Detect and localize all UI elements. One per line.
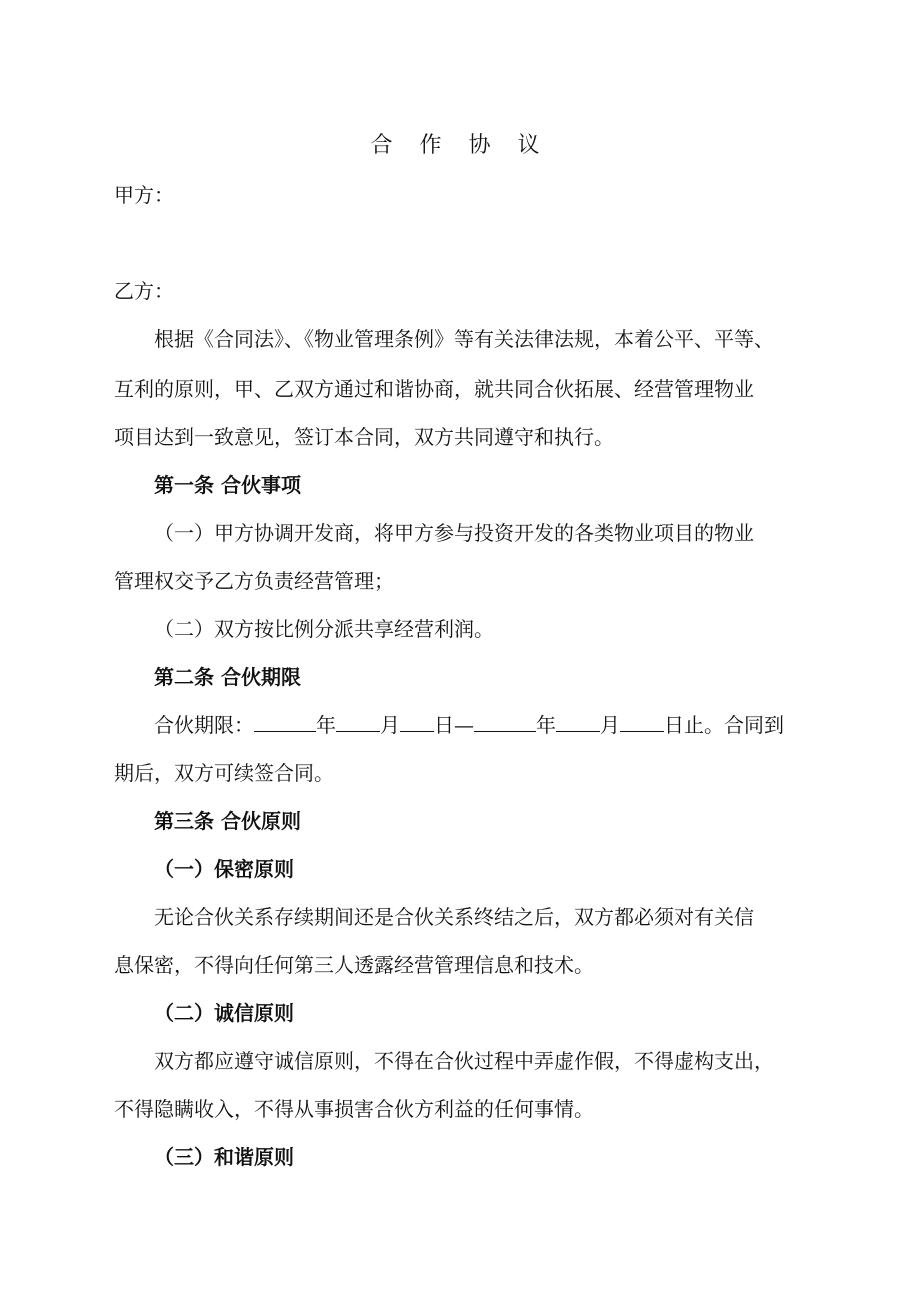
article1-item2: （二）双方按比例分派共享经营利润。: [154, 617, 494, 641]
article3-heading: 第三条 合伙原则: [154, 809, 301, 833]
article2-line2: 期后，双方可续签合同。: [114, 761, 334, 785]
harmony-heading: （三）和谐原则: [154, 1145, 294, 1169]
integrity-heading: （二）诚信原则: [154, 1001, 294, 1025]
end-year-unit: 年: [536, 713, 556, 737]
start-day-blank[interactable]: [400, 713, 434, 732]
period-end-text: 日止。合同到: [664, 713, 784, 737]
article1-item1-line1: （一）甲方协调开发商，将甲方参与投资开发的各类物业项目的物业: [154, 521, 754, 545]
end-year-blank[interactable]: [474, 713, 536, 732]
confidentiality-line2: 息保密，不得向任何第三人透露经营管理信息和技术。: [114, 953, 594, 977]
document-title: 合 作 协 议: [370, 133, 550, 158]
preamble-line-1: 根据《合同法》、《物业管理条例》等有关法律法规，本着公平、平等、: [154, 327, 774, 351]
start-year-blank[interactable]: [254, 713, 316, 732]
integrity-line2: 不得隐瞒收入，不得从事损害合伙方利益的任何事情。: [114, 1097, 594, 1121]
preamble-line-2: 互利的原则，甲、乙双方通过和谐协商，就共同合伙拓展、经营管理物业: [114, 377, 754, 401]
start-month-blank[interactable]: [336, 713, 380, 732]
end-month-unit: 月: [600, 713, 620, 737]
start-year-unit: 年: [316, 713, 336, 737]
end-day-blank[interactable]: [620, 713, 664, 732]
article2-period-line: [154, 710, 820, 740]
start-month-unit: 月: [380, 713, 400, 737]
article1-item1-line2: 管理权交予乙方负责经营管理；: [114, 569, 394, 593]
article1-heading: 第一条 合伙事项: [154, 473, 301, 497]
party-b-label: 乙方：: [114, 279, 174, 303]
article2-heading: 第二条 合伙期限: [154, 665, 301, 689]
confidentiality-heading: （一）保密原则: [154, 857, 294, 881]
integrity-line1: 双方都应遵守诚信原则，不得在合伙过程中弄虚作假，不得虚构支出，: [154, 1049, 774, 1073]
end-month-blank[interactable]: [556, 713, 600, 732]
period-label: 合伙期限：: [154, 713, 254, 737]
range-dash: —: [454, 713, 474, 737]
start-day-unit: 日: [434, 713, 454, 737]
confidentiality-line1: 无论合伙关系存续期间还是合伙关系终结之后，双方都必须对有关信: [154, 905, 754, 929]
party-a-label: 甲方：: [114, 183, 174, 207]
preamble-line-3: 项目达到一致意见，签订本合同，双方共同遵守和执行。: [114, 425, 614, 449]
